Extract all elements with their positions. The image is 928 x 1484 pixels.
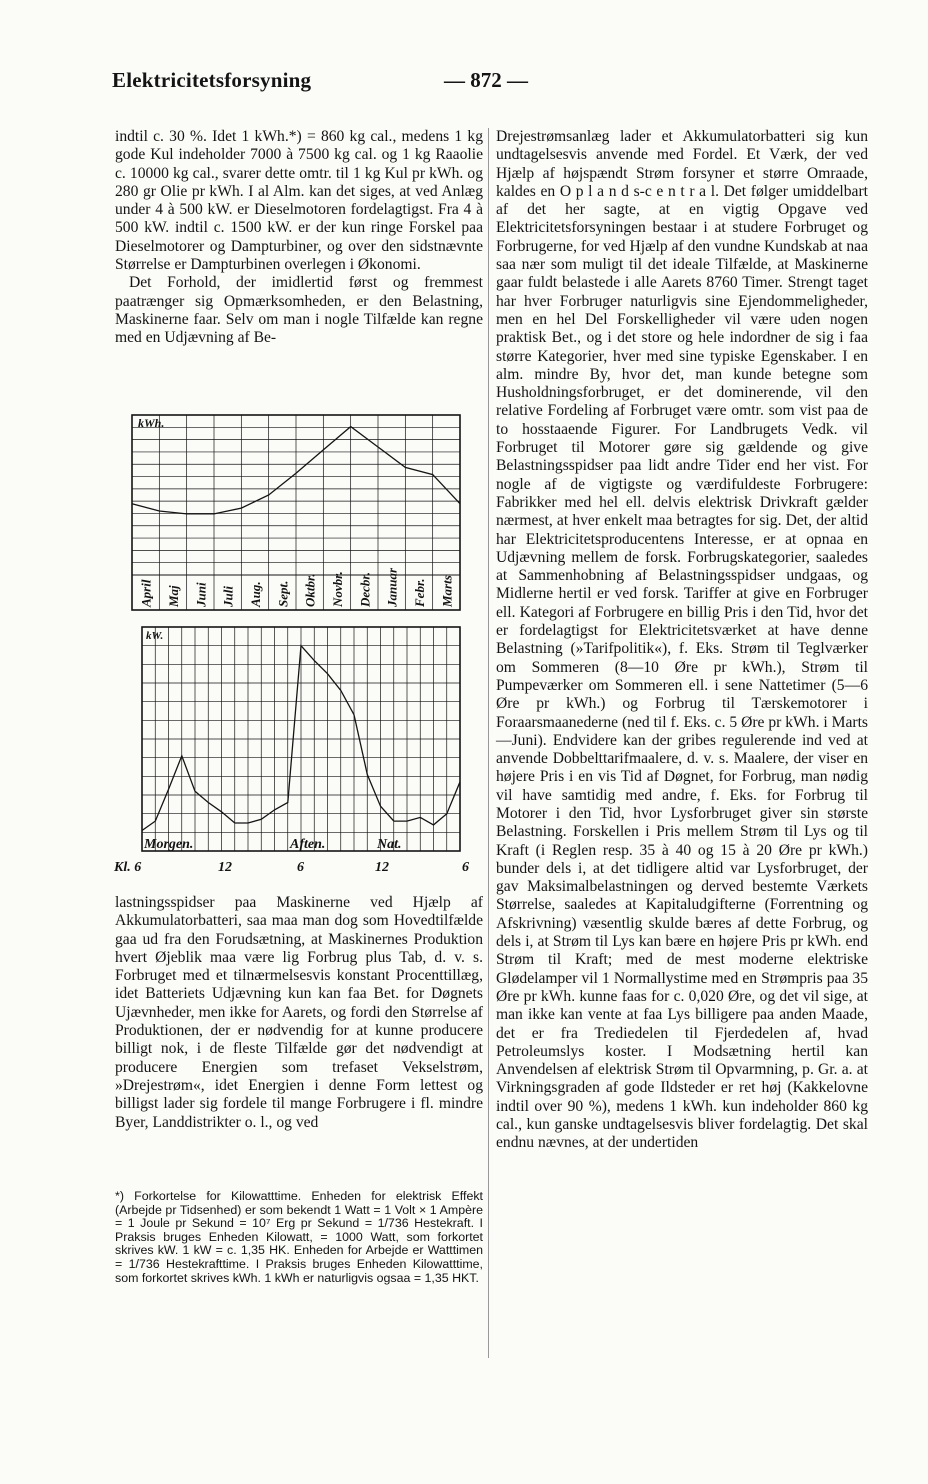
right-column — [496, 128, 868, 1153]
paragraph: lastningsspidser paa Maskinerne ved Hjælp af Akkumulatorbatteri, saa maa man dog som Hovedtilfælde gaa ud fra den Forudsætning, at Maskinernes Produktion hvert Øjeblik maa være lig Forbrug plus Tab, d. v. s. Forbruget med et tilnærmelsesvis konstant Procenttillæg, idet Batteriets Udjævning kun kan faa Bet. for Døgnets Ujævnheder, men ikke for Aarets, og fordi den Størrelse af Produktionen, der er nødvendig for at kunne producere billigt nok, i de fleste Tilfælde gør det nødvendigt at producere Energien som trefaset Vekselstrøm, »Drejestrøm«, idet Energien i denne Form lettest og billigst lader sig fordele til mange Forbrugere i fl. mindre Byer, Landdistrikter o. l., og ved — [115, 894, 483, 1131]
page-number: — 872 — — [444, 68, 528, 92]
month-label: Novbr. — [330, 571, 345, 607]
month-label: Decbr. — [357, 571, 373, 607]
month-label: Marts — [439, 575, 455, 607]
month-label: Febr. — [412, 578, 427, 607]
month-label: Januar — [384, 567, 400, 607]
y-axis-label: kWh. — [138, 416, 165, 430]
month-label: April — [138, 579, 154, 607]
month-label: Maj — [166, 585, 181, 607]
x-tick-label: 12 — [218, 860, 232, 875]
month-label: Aug. — [248, 581, 263, 607]
footnote-text: *) Forkortelse for Kilowatttime. Enheden for elektrisk Effekt (Arbejde pr Tidsenhed) er som bekendt 1 Watt = 1 Volt × 1 Ampère = 1 Joule pr Sekund = 10⁷ Erg pr Sekund = 1/736 Hestekraft. I Praksis bruges Enheden Kilowatt, = 1000 Watt, som forkortet skrives kW. 1 kW = c. 1,35 HK. Enheden for Arbejde er Watttimen = 1/736 Hestekrafttime. I Praksis bruges Enheden Kilowatttime, som forkortet skrives kWh. 1 kWh er naturligvis ogsaa = 1,35 HKT. — [115, 1189, 483, 1285]
column-divider — [488, 128, 489, 1358]
month-label: Oktbr. — [302, 573, 318, 607]
paragraph: indtil c. 30 %. Idet 1 kWh.*) = 860 kg cal., medens 1 kg gode Kul indeholder 7000 à 7500 kg cal. og 1 kg Raaolie c. 10000 kg cal., svarer dette omtr. til 1 kg Kul pr kWh. og 280 gr Olie pr kWh. I al Alm. kan det siges, at ved Anlæg under 4 à 500 kW. er Dieselmotoren fordelagtigst. Fra 4 à 500 kW. indtil c. 1500 kW. er der kun ringe Forskel paa Dieselmotorer og Dampturbiner, og over den sidstnævnte Størrelse er Dampturbinen overlegen i Økonomi. — [115, 128, 483, 274]
paragraph: Drejestrømsanlæg lader et Akkumulatorbatteri sig kun undtagelsesvis anvende med Fordel. Et Værk, der ved Hjælp af højspændt Strøm forsyner et større Omraade, kaldes en O p l a n d s-c e n t r a l. Det følger umiddelbart af det her sagte, at en vigtig Opgave ved Elektricitetsforsyningen bestaar i at studere Forbruget og Forbrugerne, for ved Hjælp af den vundne Kundskab at naa saa nær som muligt til det ideale Tilfælde, at Maskinerne gaar fuldt belastede i alle Aarets 8760 Timer. Strengt taget har hver Forbruger naturligvis sine Ejendommeligheder, men en hel Del Forskelligheder vil være uden nogen praktisk Bet., og i det store og hele indordner de sig i faa større Kategorier, hver med sine typiske Egenskaber. I en alm. mindre By, hvor det, man kunde betegne som Husholdningsforbruget, er det dominerende, vil den relative Fordeling af Forbruget være omtr. som vist paa de to hosstaaende Figurer. For Landbrugets Vedk. vil Forbruget til Motorer gøre sig gældende og give Belastningsspidser paa lidt andre Tider end her vist. For nogle af de vigtigste og værdifuldeste Forbrugere: Fabrikker med hel ell. delvis elektrisk Drivkraft gælder nærmest, at hver enkelt maa betragtes for sig. Det, der altid har Elektricitetsproducentens Interesse, er at opnaa en Udjævning mellem de forsk. Forbrugskategorier, saaledes at Sammenhobning af Belastningsspidser undgaas, og Midlerne hertil er ved forsk. Tariffer at give en Forbruger ell. Kategori af Forbrugere en billig Pris i den Tid, hvor det er fordelagtigst for Elektricitetsværket at have denne Belastning (»Tarifpolitik«), f. Eks. Strøm til Teglværker om Sommeren (8—10 Øre pr kWh.), Strøm til Pumpeværker om Sommeren ell. i sene Nattetimer (5—6 Øre pr kWh.) og Forbrug til Tærskemotorer i Foraarsmaanederne (ned til f. Eks. c. 5 Øre pr kWh. i Marts—Juni). Endvidere kan der gribes regulerende ind ved at anvende Dobbelttarifmaalere, d. v. s. Maalere, der viser en højere Pris i en vis Tid af Døgnet, for Forbrug, man nødig vil have samtidig med andre, f. Eks. for Forbrug til Motorer i den Tid, hvor Lysforbruget giver sin største Belastning. Forskellen i Pris mellem Strøm til Lys og til Kraft (i Reglen resp. 35 à 40 og 15 à 20 Øre pr kWh.) bunder dels i, at det tidligere altid var Lysforbruget, der gav Maksimalbelastningen og derved bestemte Værkets Størrelse, saaledes at Kapitaludgifterne (Forrentning og Afskrivning) væsentlig skulde bæres af dette Forbrug, og dels i, at Strøm til Lys kan bære en højere Pris pr kWh. end Strøm til Kraft; med de mest moderne elektriske Glødelamper vil 1 Normallystime med en Strømpris paa 35 Øre pr kWh. kunne faas for c. 0,020 Øre, og det vil sige, at man ikke kan vente at faa Lys billigere paa anden Maade, det er fra Trediedelen til Fjerdedelen af, hvad Petroleumslys koster. I Modsætning hertil kan Anvendelsen af elektrisk Strøm til Opvarmning, p. Gr. a. at Virkningsgraden af gode Ildsteder er ret høj (Kakkelovne indtil over 90 %), medens 1 kWh. kun indeholder 860 kg cal., kun ganske undtagelsesvis bliver fordelagtig. Det skal endnu nævnes, at der undertiden — [496, 128, 868, 1152]
x-tick-label: 12 — [375, 860, 389, 875]
month-label: Juni — [193, 582, 209, 607]
x-tick-label: 6 — [462, 860, 469, 875]
left-column-top — [115, 128, 483, 348]
x-tick-label: 6 — [297, 860, 304, 875]
period-label: Nat. — [377, 837, 402, 852]
annual-load-chart — [110, 405, 480, 617]
x-tick-label: Kl. 6 — [114, 860, 142, 875]
paragraph: Det Forhold, der imidlertid først og fremmest paatrænger sig Opmærksomheden, er den Belastning, Maskinerne faar. Selv om man i nogle Tilfælde kan regne med en Udjævning af Be- — [115, 274, 483, 347]
running-title: Elektricitetsforsyning — [112, 68, 312, 92]
daily-load-chart — [110, 621, 480, 879]
month-label: Sept. — [275, 580, 291, 607]
load-charts — [110, 405, 480, 875]
footnote — [115, 1190, 483, 1287]
page-header — [112, 62, 812, 102]
left-column-bottom — [115, 894, 483, 1132]
period-label: Morgen. — [144, 837, 194, 852]
y-axis-label: kW. — [146, 630, 164, 642]
month-label: Juli — [220, 586, 236, 607]
period-label: Aften. — [290, 837, 326, 852]
